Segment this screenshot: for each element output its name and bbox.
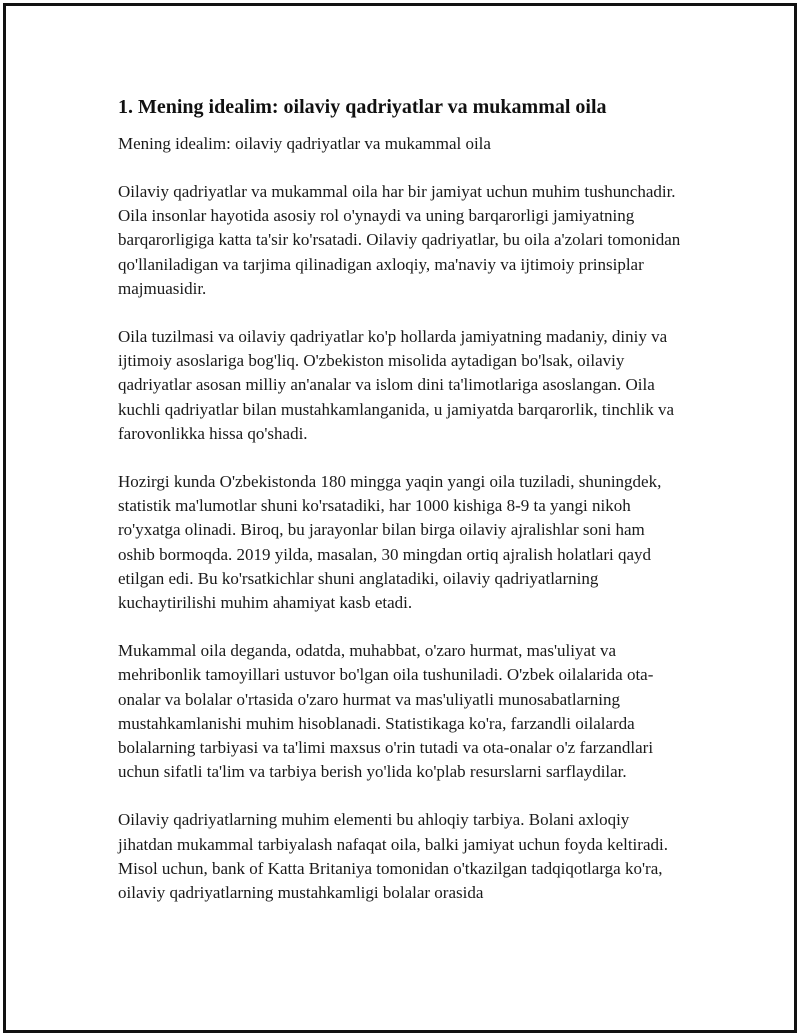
paragraph-3: Hozirgi kunda O'zbekistonda 180 mingga yaqin yangi oila tuziladi, shuningdek, statistik ma'lumotlar shuni ko'rsatadiki, har 1000 kishiga 8-9 ta yangi nikoh ro'yxatga olinadi. Biroq, bu jarayonlar bilan birga oilaviy ajralishlar soni ham oshib bormoqda. 2019 yilda, masalan, 30 mingdan ortiq ajralish holatlari qayd etilgan edi. Bu ko'rsatkichlar shuni anglatadiki, oilaviy qadriyatlarning kuchaytirilishi muhim ahamiyat kasb etadi. bbox=[118, 472, 662, 613]
paragraph-4: Mukammal oila deganda, odatda, muhabbat, o'zaro hurmat, mas'uliyat va mehribonlik tamoyillari ustuvor bo'lgan oila tushuniladi. O'zbek oilalarida ota-onalar va bolalar o'rtasida o'zaro hurmat va mas'uliyatli munosabatlarning mustahkamlanishi muhim hisoblanadi. Statistikaga ko'ra, farzandli oilalarda bolalarning tarbiyasi va ta'limi maxsus o'rin tutadi va ota-onalar o'z farzandlari uchun sifatli ta'lim va tarbiya berish yo'lida ko'plab resurslarni sarflaydilar. bbox=[118, 641, 654, 782]
paragraph-2: Oila tuzilmasi va oilaviy qadriyatlar ko'p hollarda jamiyatning madaniy, diniy va ijtimoiy asoslariga bog'liq. O'zbekiston misolida aytadigan bo'lsak, oilaviy qadriyatlar asosan milliy an'analar va islom dini ta'limotlariga asoslangan. Oila kuchli qadriyatlar bilan mustahkamlanganida, u jamiyatda barqarorlik, tinchlik va farovonlikka hissa qo'shadi. bbox=[118, 327, 675, 443]
document-body bbox=[118, 94, 684, 929]
paragraph-5: Oilaviy qadriyatlarning muhim elementi bu ahloqiy tarbiya. Bolani axloqiy jihatdan mukammal tarbiyalash nafaqat oila, balki jamiyat uchun foyda keltiradi. Misol uchun, bank of Katta Britaniya tomonidan o'tkazilgan tadqiqotlarga ko'ra, oilaviy qadriyatlarning mustahkamligi bolalar orasida bbox=[118, 810, 668, 903]
document-title: 1. Mening idealim: oilaviy qadriyatlar va mukammal oila bbox=[118, 96, 607, 118]
paragraph-1: Oilaviy qadriyatlar va mukammal oila har bir jamiyat uchun muhim tushunchadir. Oila insonlar hayotida asosiy rol o'ynaydi va uning barqarorligi jamiyatning barqarorligiga katta ta'sir ko'rsatadi. Oilaviy qadriyatlar, bu oila a'zolari tomonidan qo'llaniladigan va tarjima qilinadigan axloqiy, ma'naviy va ijtimoiy prinsiplar majmuasidir. bbox=[118, 182, 681, 298]
document-subtitle: Mening idealim: oilaviy qadriyatlar va mukammal oila bbox=[118, 134, 491, 153]
